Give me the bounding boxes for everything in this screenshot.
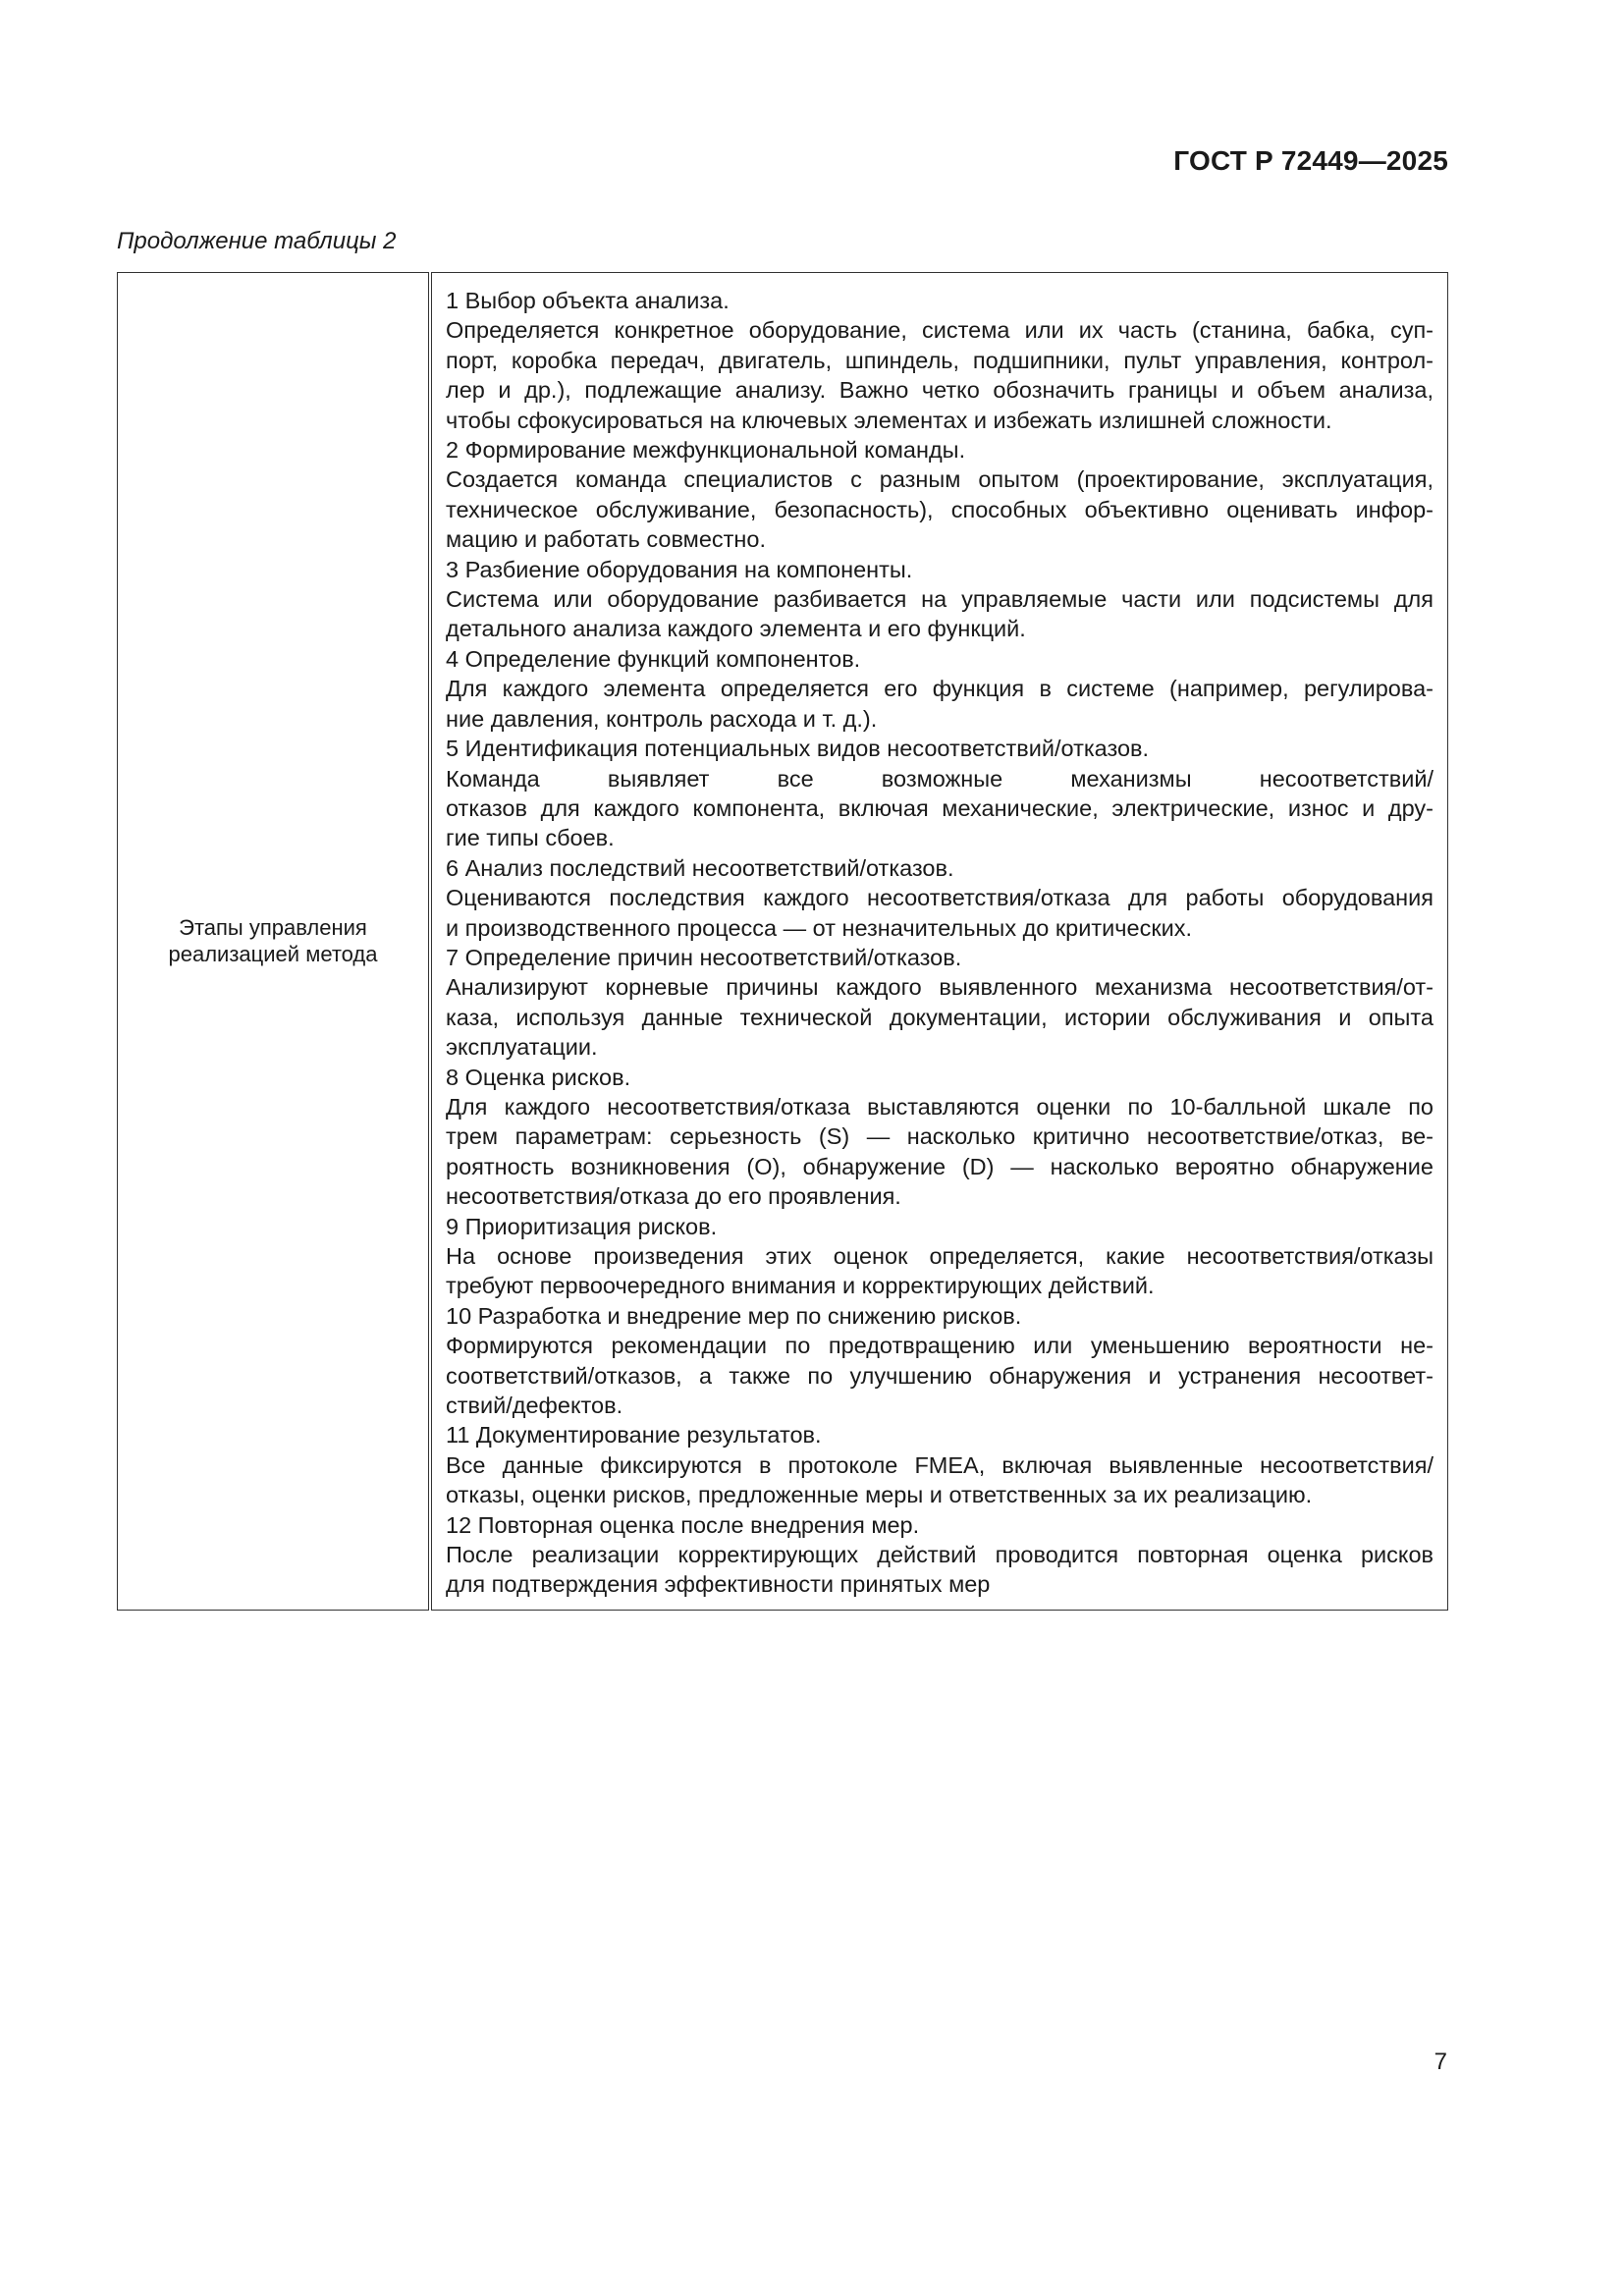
step-item [446,1063,1434,1212]
step-text-line: Анализируют корневые причины каждого выявленного механизма несоответствия/от- [446,974,1434,1001]
step-text-line: Система или оборудование разбивается на управляемые части или подсистемы для [446,586,1434,613]
table-caption: Продолжение таблицы 2 [117,228,397,254]
step-title: 11 Документирование результатов. [446,1422,822,1449]
step-text-line: После реализации корректирующих действий проводится повторная оценка рисков [446,1542,1434,1568]
step-text-line: чтобы сфокусироваться на ключевых элементах и избежать излишней сложности. [446,407,1332,433]
step-text-line: эксплуатации. [446,1034,598,1061]
step-text-line: техническое обслуживание, безопасность), способных объективно оценивать инфор- [446,496,1434,522]
step-item [446,943,1434,1063]
step-text-line: каза, используя данные технической документации, истории обслуживания и опыта [446,1004,1434,1030]
step-text-line: гие типы сбоев. [446,825,615,851]
step-text-line: Создается команда специалистов с разным опытом (проектирование, эксплуатация, [446,466,1434,493]
step-item [446,734,1434,853]
step-text-line: Формируются рекомендации по предотвращению или уменьшению вероятности не- [446,1333,1434,1359]
step-text-line: ние давления, контроль расхода и т. д.). [446,705,878,732]
step-text-line: требуют первоочередного внимания и корректирующих действий. [446,1273,1155,1299]
step-item [446,435,1434,555]
step-item [446,1510,1434,1600]
step-text-line: мацию и работать совместно. [446,526,766,553]
step-item [446,286,1434,435]
step-text-line: лер и др.), подлежащие анализу. Важно четко обозначить границы и объем анализа, [446,377,1434,404]
step-title: 6 Анализ последствий несоответствий/отказов. [446,854,954,881]
step-text-line: трем параметрам: серьезность (S) — насколько критично несоответствие/отказ, ве- [446,1123,1434,1150]
step-text-line: несоответствия/отказа до его проявления. [446,1183,901,1210]
step-text-line: соответствий/отказов, а также по улучшению обнаружения и устранения несоответ- [446,1362,1434,1389]
step-title: 2 Формирование межфункциональной команды. [446,437,966,464]
step-title: 5 Идентификация потенциальных видов несоответствий/отказов. [446,736,1150,762]
step-text-line: Оцениваются последствия каждого несоответствия/отказа для работы оборудования [446,885,1434,911]
row-label [118,914,428,967]
step-item [446,1301,1434,1421]
step-text-line: Для каждого несоответствия/отказа выставляются оценки по 10-балльной шкале по [446,1093,1434,1120]
step-text-line: На основе произведения этих оценок определяется, какие несоответствия/отказы [446,1243,1434,1269]
step-text-line: ствий/дефектов. [446,1393,623,1419]
step-text-line: роятность возникновения (O), обнаружение (D) — насколько вероятно обнаружение [446,1153,1434,1179]
step-title: 7 Определение причин несоответствий/отказов. [446,944,962,970]
step-title: 4 Определение функций компонентов. [446,645,861,672]
step-text-line: отказы, оценки рисков, предложенные меры и ответственных за их реализацию. [446,1482,1313,1508]
steps-cell [430,273,1448,1611]
step-item [446,555,1434,644]
step-title: 9 Приоритизация рисков. [446,1213,718,1239]
page-number: 7 [1434,2049,1447,2075]
step-text-line: Все данные фиксируются в протоколе FMEA, включая выявленные несоответствия/ [446,1451,1434,1478]
step-text-line: Определяется конкретное оборудование, система или их часть (станина, бабка, суп- [446,317,1434,344]
step-text-line: Для каждого элемента определяется его функция в системе (например, регулирова- [446,676,1434,702]
step-text-line: и производственного процесса — от незначительных до критических. [446,914,1193,941]
row-label-cell [118,273,431,1611]
step-text-line: порт, коробка передач, двигатель, шпиндель, подшипники, пульт управления, контрол- [446,347,1434,373]
step-title: 12 Повторная оценка после внедрения мер. [446,1511,920,1538]
table-row [118,273,1448,1611]
row-label-line: реализацией метода [168,942,378,967]
step-item [446,644,1434,734]
step-item [446,1212,1434,1301]
step-title: 10 Разработка и внедрение мер по снижению рисков. [446,1302,1022,1329]
standard-code: ГОСТ Р 72449—2025 [1173,145,1448,176]
step-text-line: Команда выявляет все возможные механизмы несоответствий/ [446,765,1434,792]
step-text-line: для подтверждения эффективности принятых мер [446,1571,991,1598]
step-title: 1 Выбор объекта анализа. [446,288,730,313]
step-title: 3 Разбиение оборудования на компоненты. [446,556,913,582]
row-label-line: Этапы управления [179,915,367,941]
step-text-line: отказов для каждого компонента, включая механические, электрические, износ и дру- [446,794,1434,821]
step-item [446,1420,1434,1509]
step-item [446,853,1434,943]
methods-table [117,272,1448,1611]
steps-list [446,286,1434,1600]
step-text-line: детального анализа каждого элемента и его функций. [446,616,1026,642]
step-title: 8 Оценка рисков. [446,1064,631,1090]
